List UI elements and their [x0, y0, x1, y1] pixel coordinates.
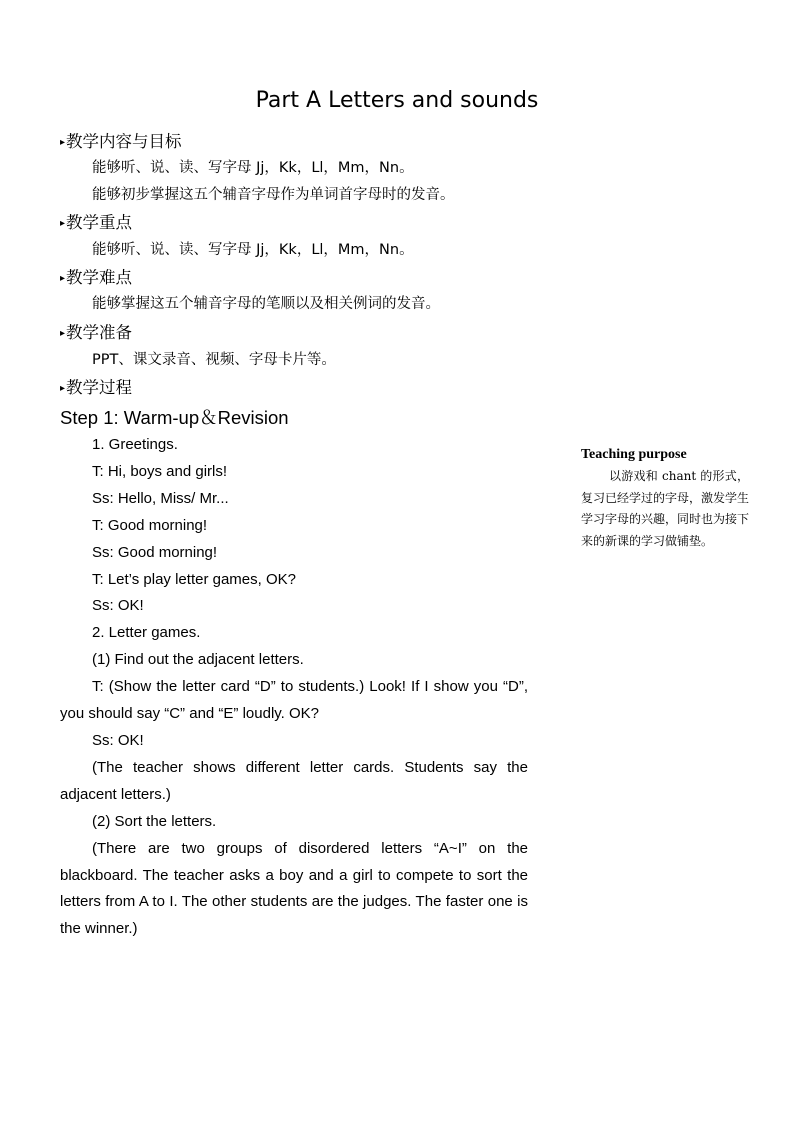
paragraph: Ss: OK!: [92, 731, 144, 749]
paragraph: Ss: OK!: [92, 597, 144, 615]
section-heading-prep: ▸教学准备: [60, 323, 133, 342]
paragraph: 2. Letter games.: [92, 624, 201, 642]
paragraph: T: Hi, boys and girls!: [92, 462, 228, 480]
content-line-2: 能够初步掌握这五个辅音字母作为单词首字母时的发音。: [92, 187, 455, 203]
paragraph: 1. Greetings.: [92, 436, 178, 453]
paragraph: T: (Show the letter card “D” to students.) Look! If I show you “D”, you should say “C” and “E” loudly. OK?: [60, 678, 528, 723]
sidebar-text: 以游戏和 chant 的形式，复习已经学过的字母，激发学生学习字母的兴趣，同时也为接下来的新课的学习做铺垫。: [581, 469, 750, 549]
step1-heading: Step 1: Warm-up＆Revision: [60, 407, 289, 428]
section-heading-process: ▸教学过程: [60, 378, 133, 397]
paragraph: T: Let’s play letter games, OK?: [92, 570, 296, 588]
bullet-icon: ▸: [60, 273, 66, 284]
paragraph: Ss: Hello, Miss/ Mr...: [92, 489, 229, 507]
prep-line-1: PPT、课文录音、视频、字母卡片等。: [92, 352, 336, 368]
paragraph: (The teacher shows different letter cards. Students say the adjacent letters.): [60, 758, 528, 803]
key-line-1: 能够听、说、读、写字母 Jj，Kk，Ll，Mm，Nn。: [92, 242, 414, 258]
bullet-icon: ▸: [60, 328, 66, 339]
bullet-icon: ▸: [60, 218, 66, 229]
content-line-1: 能够听、说、读、写字母 Jj，Kk，Ll，Mm，Nn。: [92, 160, 414, 176]
section-heading-key: ▸教学重点: [60, 213, 133, 232]
paragraph: (2) Sort the letters.: [92, 812, 217, 830]
paragraph: (1) Find out the adjacent letters.: [92, 651, 304, 669]
paragraph: Ss: Good morning!: [92, 543, 218, 561]
paragraph: T: Good morning!: [92, 516, 208, 534]
bullet-icon: ▸: [60, 137, 66, 148]
paragraph: (There are two groups of disordered letters “A~I” on the blackboard. The teacher asks a boy and a girl to compete to sort the letters from A to I. The other students are the judges. The faster one is the winner.): [60, 839, 528, 938]
sidebar-title: Teaching purpose: [581, 447, 687, 462]
step1-body: [60, 432, 528, 943]
difficult-line-1: 能够掌握这五个辅音字母的笔顺以及相关例词的发音。: [92, 296, 440, 312]
section-heading-difficult: ▸教学难点: [60, 268, 133, 287]
page-title: Part A Letters and sounds: [255, 88, 539, 113]
bullet-icon: ▸: [60, 383, 66, 394]
section-heading-content: ▸教学内容与目标: [60, 132, 182, 151]
